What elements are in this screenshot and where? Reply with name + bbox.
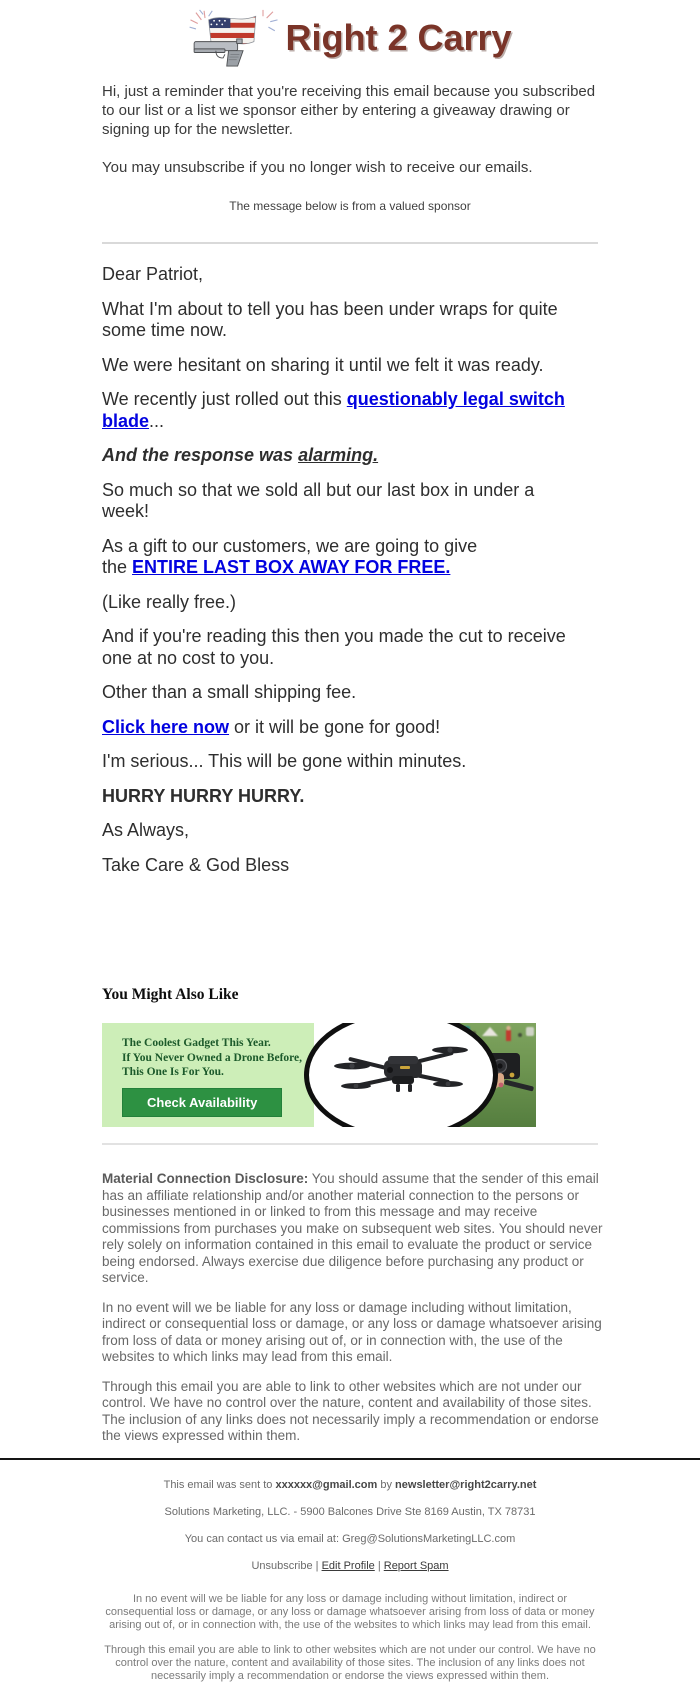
paragraph-shipping-fee: Other than a small shipping fee. — [102, 682, 357, 702]
paragraph-really-free: (Like really free.) — [102, 591, 237, 612]
sponsor-note: The message below is from a valued sponsor — [229, 199, 471, 213]
paragraph-response-alarming — [102, 445, 574, 467]
drone-ad-banner[interactable] — [102, 1023, 536, 1127]
click-here-now-link[interactable]: Click here now — [102, 716, 230, 737]
edit-profile-link[interactable]: Edit Profile — [321, 1559, 375, 1572]
contact-row: You can contact us via email at: Greg@SolutionsMarketingLLC.com — [184, 1532, 516, 1545]
unsubscribe-link[interactable]: Unsubscribe — [251, 1559, 313, 1572]
sent-prefix: This email was sent to — [163, 1478, 276, 1491]
paragraph-hurry: HURRY HURRY HURRY. — [102, 785, 305, 806]
paragraph-as-always: As Always, — [102, 820, 190, 840]
also-like-heading: You Might Also Like — [102, 986, 239, 1003]
email-footer — [0, 1479, 700, 1693]
check-availability-button[interactable]: Check Availability — [122, 1088, 282, 1117]
paragraph-made-the-cut: And if you're reading this then you made the cut to receive one at no cost to you. — [102, 626, 566, 668]
top-divider — [102, 242, 598, 244]
liability-paragraph: In no event will we be liable for any loss or damage including without limitation, indirect or consequential loss or damage, or any loss or damage whatsoever arising from loss of data or money arising out of, or in connection with, the use of the websites to which links may lead from this email. — [102, 1299, 602, 1364]
report-spam-link[interactable]: Report Spam — [383, 1559, 449, 1572]
separator: | — [377, 1559, 381, 1572]
material-connection-disclosure — [102, 1171, 606, 1287]
click-here-suffix: or it will be gone for good! — [229, 716, 441, 737]
postal-address: Solutions Marketing, LLC. - 5900 Balcones Drive Ste 8169 Austin, TX 78731 — [164, 1505, 536, 1518]
rolled-out-prefix: We recently just rolled out this — [102, 389, 347, 409]
sender-email: newsletter@right2carry.net — [395, 1478, 537, 1491]
drone-product-image — [304, 1023, 498, 1127]
by-label: by — [377, 1478, 396, 1491]
disclosure-lead: Material Connection Disclosure: — [102, 1171, 309, 1186]
flag-gun-logo-icon — [188, 9, 280, 67]
separator: | — [315, 1559, 319, 1572]
disclosure-section — [102, 1171, 603, 1445]
footer-divider — [0, 1458, 700, 1460]
paragraph-hesitant: We were hesitant on sharing it until we felt it was ready. — [102, 354, 544, 375]
ad-divider — [102, 1143, 598, 1145]
sent-to-row — [0, 1479, 700, 1491]
switch-blade-link[interactable]: questionably legal switch blade — [102, 389, 565, 431]
brand-name: Right 2 Carry — [285, 17, 512, 58]
footer-legal-1: In no event will we be liable for any loss or damage including without limitation, indirect or consequential loss or damage, or any loss or damage whatsoever arising from loss of data or money arising out of, or in connection with, the use of the websites to which links may lead from this email. — [105, 1592, 595, 1631]
unsubscribe-note-text: You may unsubscribe if you no longer wish to receive our emails. — [102, 159, 533, 176]
rolled-out-suffix: ... — [149, 410, 165, 431]
footer-links-row — [0, 1560, 700, 1572]
paragraph-serious: I'm serious... This will be gone within minutes. — [102, 751, 467, 771]
recipient-email: xxxxxx@gmail.com — [275, 1478, 378, 1491]
alarming-underlined: alarming. — [298, 445, 379, 465]
drone-ad-line1: The Coolest Gadget This Year. — [122, 1037, 271, 1049]
paragraph-gift — [102, 536, 574, 579]
paragraph-click-here — [102, 717, 574, 739]
brand-header — [0, 0, 700, 67]
drone-ad-line2: If You Never Owned a Drone Before, — [122, 1051, 303, 1064]
drone-ad-text — [122, 1036, 314, 1080]
free-box-link[interactable]: ENTIRE LAST BOX AWAY FOR FREE. — [132, 557, 451, 577]
disclosure-body: You should assume that the sender of this email has an affiliate relationship and/or another material connection to the persons or businesses mentioned in or linked to from this message and may receive commissions from purchases you make on subsequent web sites. You should never rely solely on information contained in this email to evaluate the product or service being endorsed. Always exercise due diligence before purchasing any product or service. — [102, 1171, 603, 1285]
paragraph-rolled-out — [102, 389, 574, 432]
external-links-paragraph: Through this email you are able to link to other websites which are not under our control. We have no control over the nature, content and availability of those sites. The inclusion of any links does not necessarily imply a recommendation or endorse the views expressed within them. — [102, 1378, 599, 1443]
footer-legal-2: Through this email you are able to link to other websites which are not under our control. We have no control over the nature, content and availability of those sites. The inclusion of any links does not necessarily imply a recommendation or endorse the views expressed within them. — [104, 1643, 596, 1682]
salutation: Dear Patriot, — [102, 264, 204, 284]
sponsor-message — [102, 264, 598, 876]
paragraph-signoff: Take Care & God Bless — [102, 854, 290, 875]
drone-ad-copy-panel — [102, 1023, 314, 1127]
drone-ad-line3: This One Is For You. — [122, 1066, 224, 1078]
gift-line1: As a gift to our customers, we are going to give — [102, 535, 478, 556]
gift-line2-prefix: the — [102, 557, 133, 577]
paragraph-sold-out: So much so that we sold all but our last box in under a week! — [102, 479, 535, 521]
paragraph-under-wraps: What I'm about to tell you has been under wraps for quite some time now. — [102, 298, 558, 340]
response-prefix: And the response was — [102, 445, 299, 465]
subscription-reminder-text: Hi, just a reminder that you're receiving this email because you subscribed to our list or a list we sponsor either by entering a giveaway drawing or signing up for the newsletter. — [102, 83, 596, 138]
